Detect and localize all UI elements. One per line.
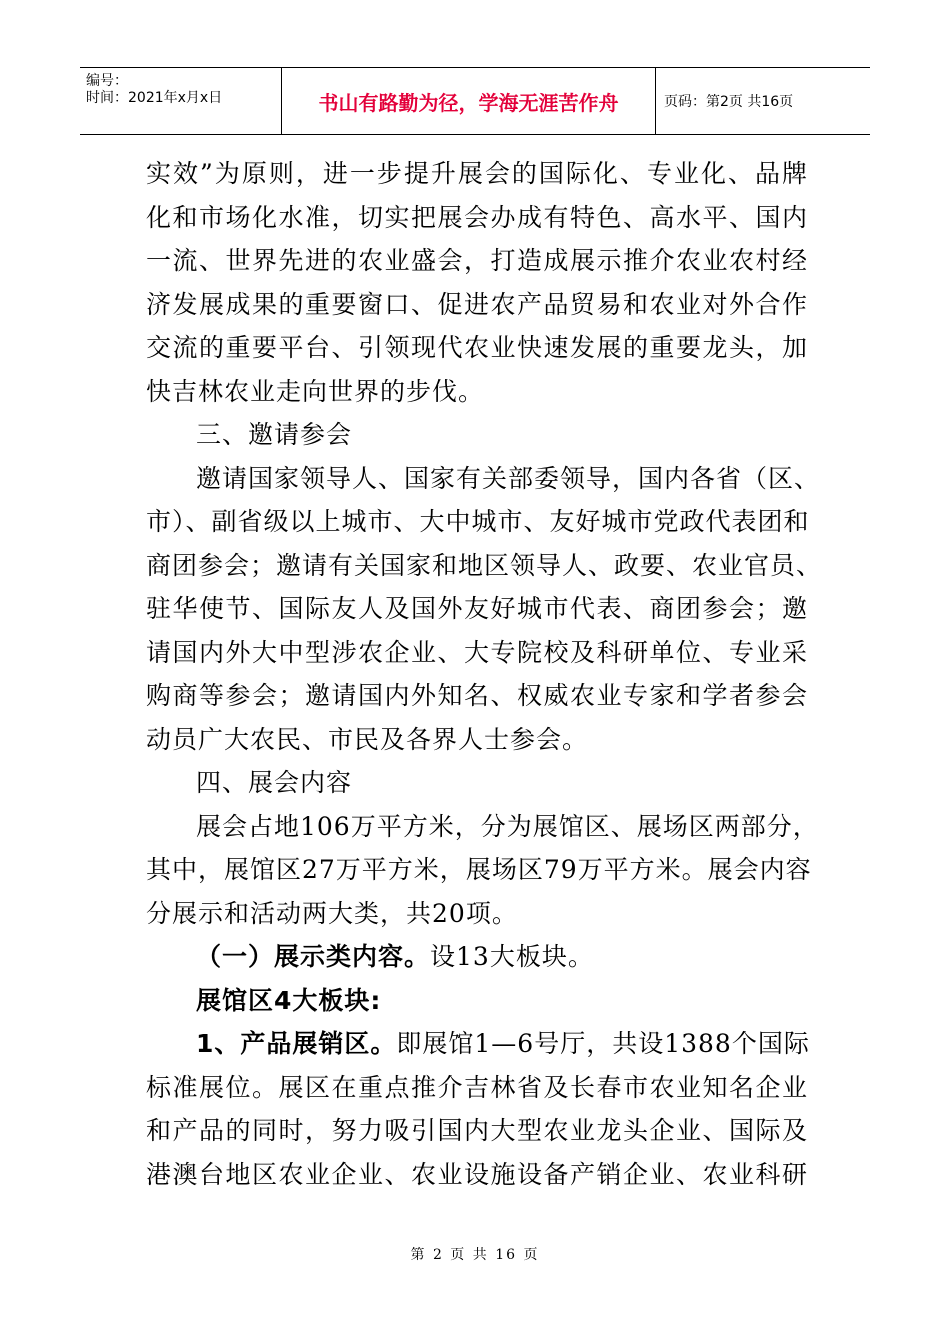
paragraph-line: 快吉林农业走向世界的步伐。 bbox=[146, 376, 485, 406]
item-label: 1、产品展销区。 bbox=[196, 1029, 397, 1058]
paragraph-line bbox=[146, 935, 808, 979]
paragraph-line: 交流的重要平台、引领现代农业快速发展的重要龙头，加 bbox=[146, 333, 808, 362]
paragraph-line: 标准展位。展区在重点推介吉林省及长春市农业知名企业 bbox=[146, 1072, 808, 1102]
paragraph-line: 其中，展馆区27万平方米，展场区79万平方米。展会内容 bbox=[146, 855, 812, 884]
header-motto: 书山有路勤为径，学海无涯苦作舟 bbox=[282, 68, 656, 134]
paragraph-line: 驻华使节、国际友人及国外友好城市代表、商团参会；邀 bbox=[146, 594, 808, 623]
paragraph-line: 购商等参会；邀请国内外知名、权威农业专家和学者参会 bbox=[146, 681, 808, 710]
paragraph-line: 商团参会；邀请有关国家和地区领导人、政要、农业官员、 bbox=[146, 550, 823, 580]
page-footer: 第 2 页 共 16 页 bbox=[410, 1247, 540, 1263]
document-body bbox=[146, 152, 823, 1196]
subheading: 展馆区4大板块: bbox=[196, 985, 382, 1015]
subsection-text: 设13大板块。 bbox=[430, 942, 594, 971]
header-page-info: 页码：第2页 共16页 bbox=[664, 94, 794, 110]
paragraph-line: 展会占地106万平方米，分为展馆区、展场区两部分， bbox=[196, 811, 819, 841]
page-header bbox=[80, 67, 870, 135]
document-date: 时间：2021年x月x日 bbox=[86, 90, 223, 106]
paragraph-line: 化和市场化水准，切实把展会办成有特色、高水平、国内 bbox=[146, 202, 808, 232]
paragraph-line bbox=[146, 1022, 808, 1066]
item-text: 即展馆1—6号厅，共设1388个国际 bbox=[396, 1029, 810, 1058]
paragraph-line: 实效”为原则，进一步提升展会的国际化、专业化、品牌 bbox=[146, 159, 808, 188]
header-meta bbox=[80, 68, 282, 134]
subsection-label: （一）展示类内容。 bbox=[196, 942, 431, 971]
section-heading-3: 三、邀请参会 bbox=[196, 420, 353, 449]
section-heading-4: 四、展会内容 bbox=[196, 768, 353, 797]
paragraph-line: 分展示和活动两大类，共20项。 bbox=[146, 898, 518, 928]
paragraph-line: 和产品的同时，努力吸引国内大型农业龙头企业、国际及 bbox=[146, 1116, 808, 1145]
paragraph-line: 港澳台地区农业企业、农业设施设备产销企业、农业科研 bbox=[146, 1159, 808, 1189]
paragraph-line: 请国内外大中型涉农企业、大专院校及科研单位、专业采 bbox=[146, 637, 808, 667]
paragraph-line: 一流、世界先进的农业盛会，打造成展示推介农业农村经 bbox=[146, 246, 808, 275]
paragraph-line: 邀请国家领导人、国家有关部委领导，国内各省（区、 bbox=[196, 463, 821, 493]
paragraph-line: 济发展成果的重要窗口、促进农产品贸易和农业对外合作 bbox=[146, 289, 808, 319]
document-number-label: 编号： bbox=[86, 73, 128, 89]
paragraph-line: 市）、副省级以上城市、大中城市、友好城市党政代表团和 bbox=[146, 507, 810, 536]
paragraph-line: 动员广大农民、市民及各界人士参会。 bbox=[146, 724, 589, 754]
